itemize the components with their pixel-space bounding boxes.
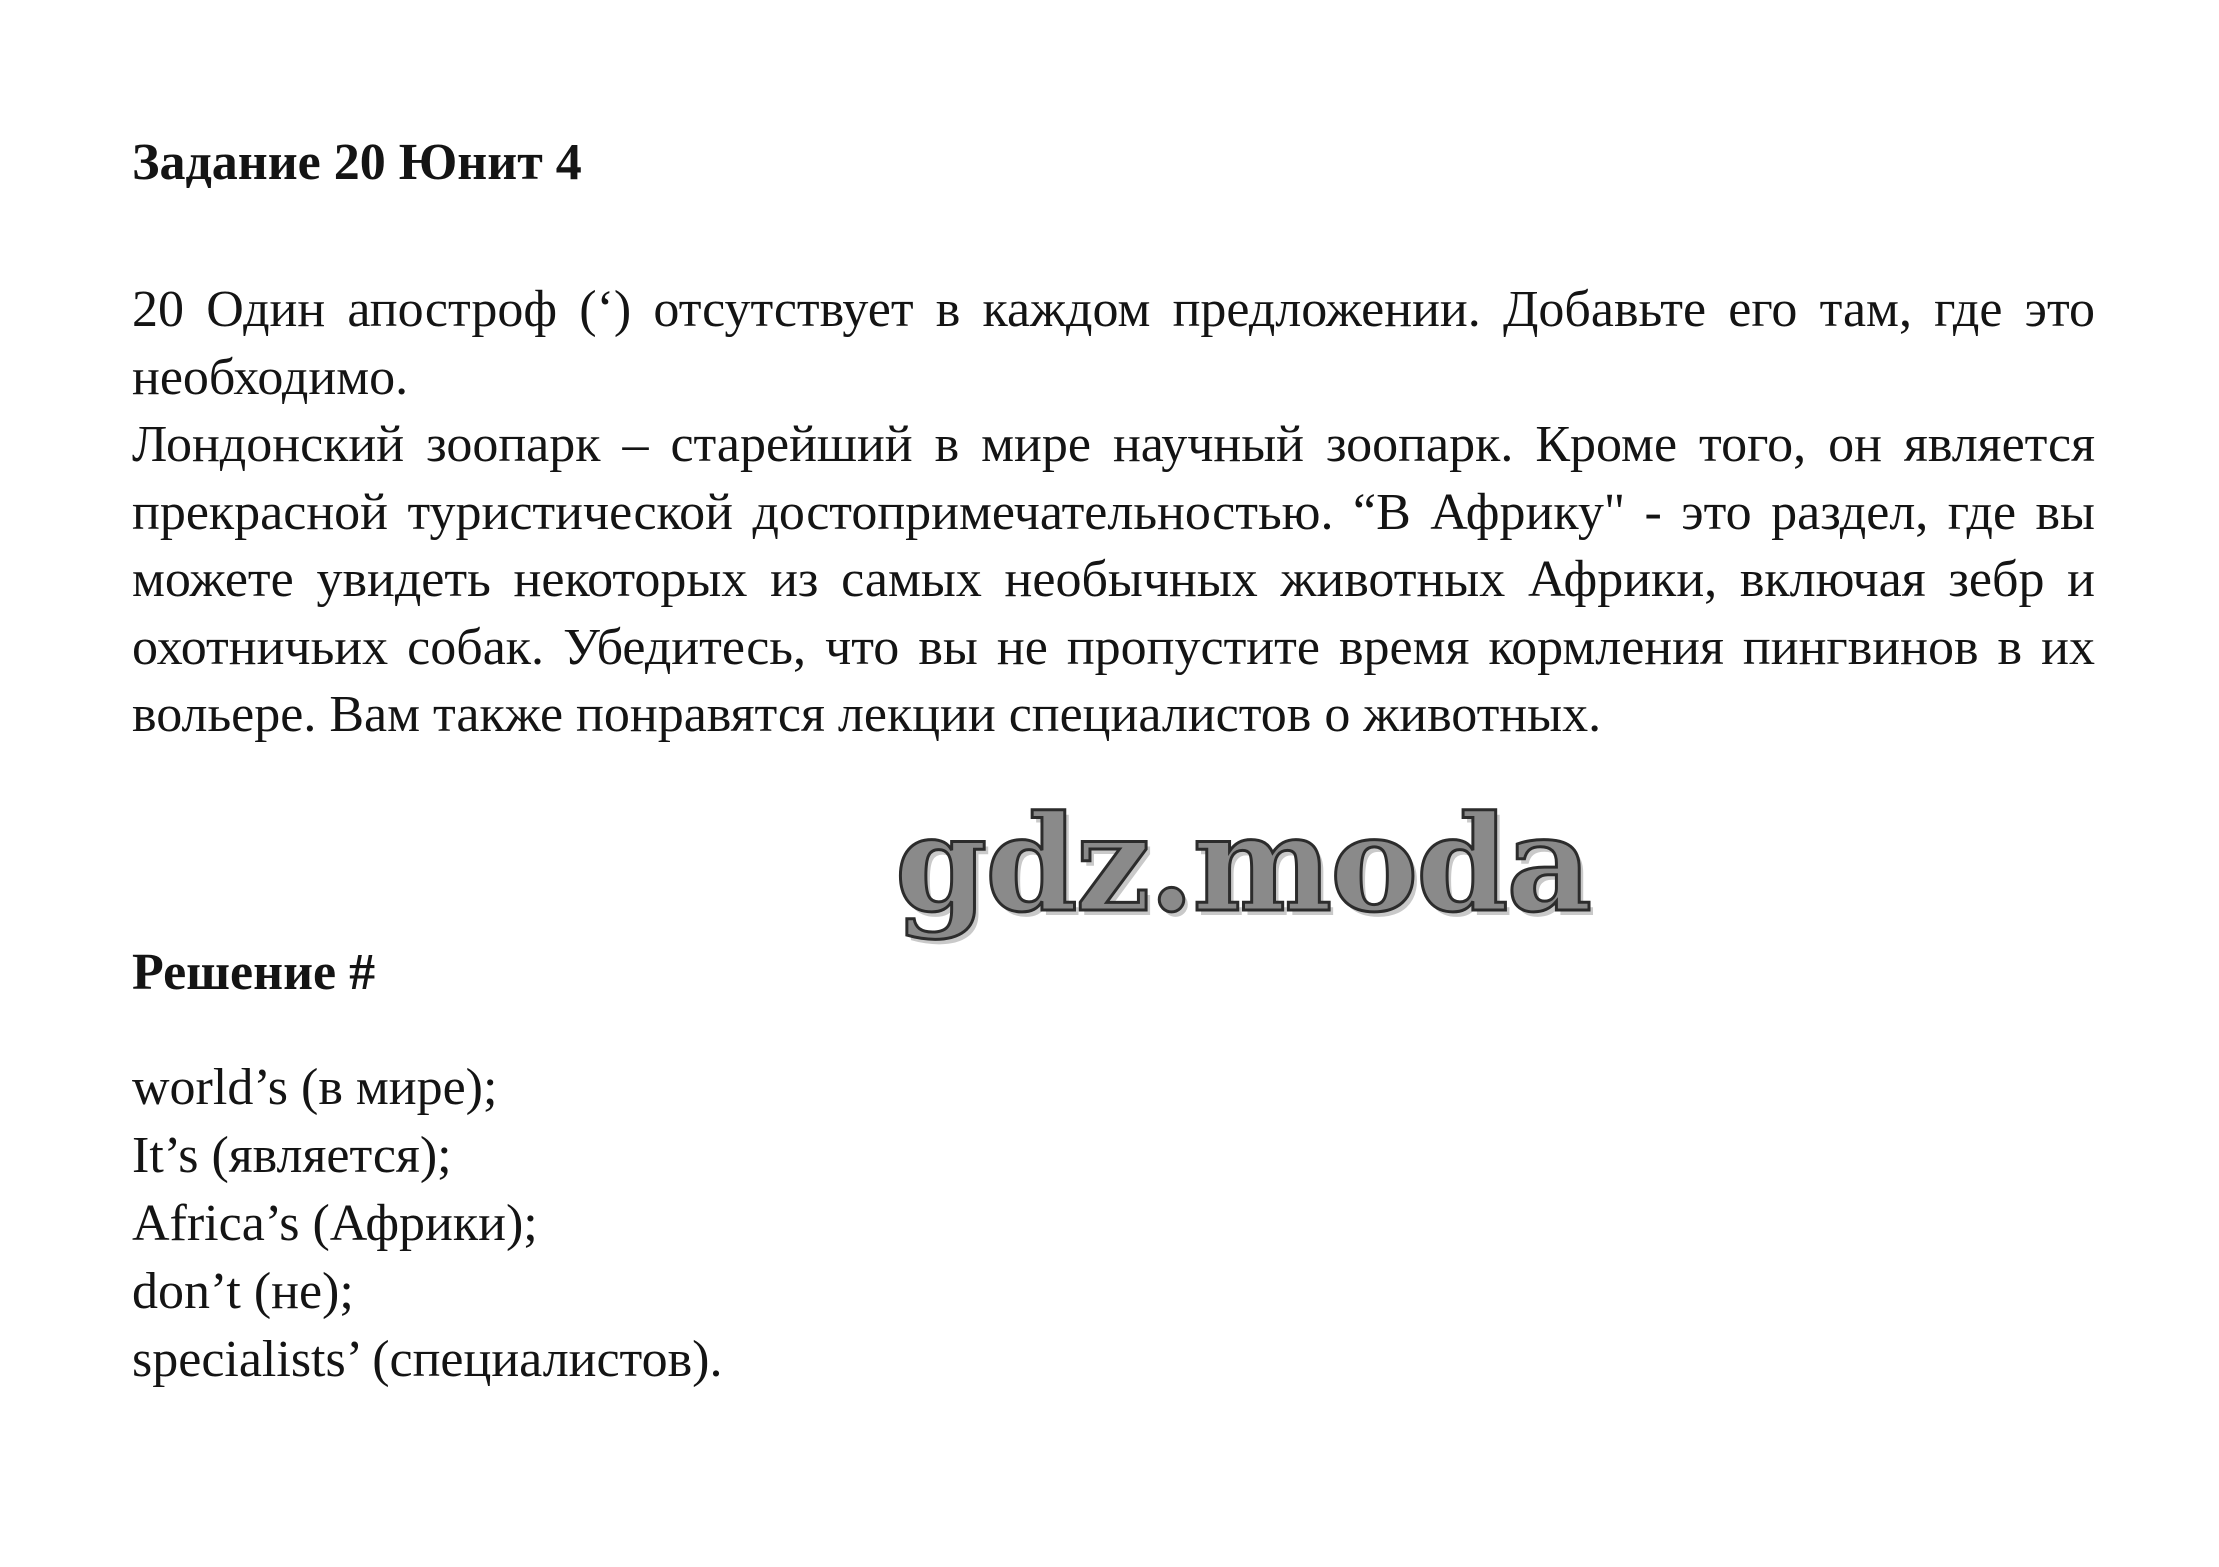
task-text: Лондонский зоопарк – старейший в мире научный зоопарк. Кроме того, он является прекрасной туристической достопримечательностью. “В Африку" - это раздел, где вы можете увидеть некоторых из самых необычных животных Африки, включая зебр и охотничьих собак. Убедитесь, что вы не пропустите время кормления пингвинов в их вольере. Вам также понравятся лекции специалистов о животных. (132, 416, 2095, 743)
task-block (132, 276, 2095, 749)
answer-item: don’t (не); (132, 1263, 354, 1320)
answer-item: It’s (является); (132, 1127, 452, 1184)
answers-list (132, 1054, 722, 1394)
task-instruction: 20 Один апостроф (‘) отсутствует в каждом предложении. Добавьте его там, где это необходимо. (132, 281, 2095, 406)
answer-item: specialists’ (специалистов). (132, 1331, 723, 1388)
page-title: Задание 20 Юнит 4 (132, 134, 582, 191)
solution-heading: Решение # (132, 944, 376, 1001)
watermark-logo: gdz.moda (895, 787, 1591, 942)
answer-item: Africa’s (Африки); (132, 1195, 538, 1252)
answer-item: world’s (в мире); (132, 1059, 498, 1116)
